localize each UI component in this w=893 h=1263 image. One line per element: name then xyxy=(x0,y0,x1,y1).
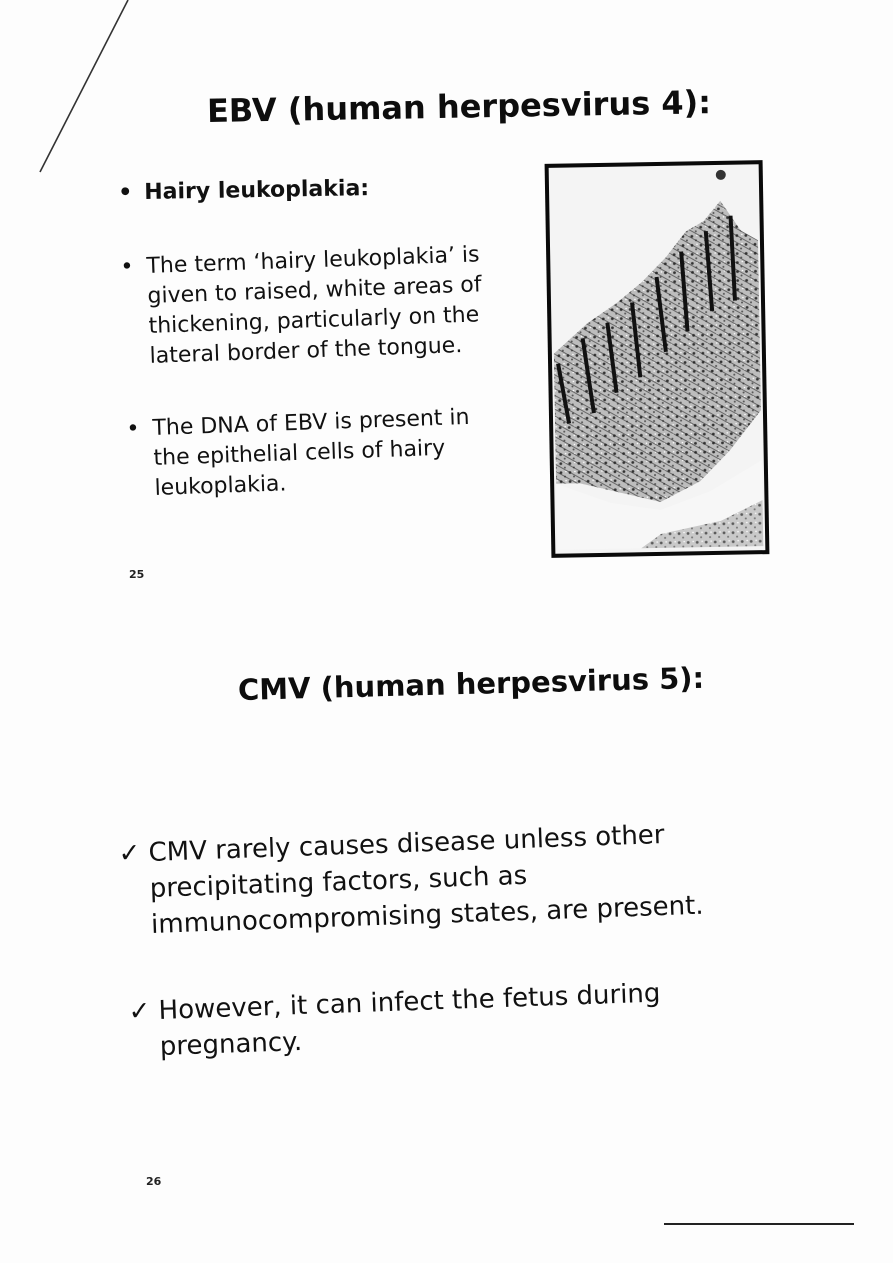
check-icon: ✓ xyxy=(118,838,141,870)
check-text: CMV rarely causes disease unless other precipitating factors, such as immunocompromising states, are present. xyxy=(148,819,705,940)
page-number: 26 xyxy=(146,1175,162,1188)
bullet-item-term-definition xyxy=(120,239,520,372)
slide-26 xyxy=(0,610,893,1263)
bullet-text: Hairy leukoplakia: xyxy=(144,176,370,205)
divider xyxy=(664,1223,854,1225)
bullet-text: The DNA of EBV is present in the epithelial cells of hairy leukoplakia. xyxy=(152,404,470,501)
check-item-fetus-infection xyxy=(128,975,680,1065)
page-number: 25 xyxy=(129,568,145,581)
check-icon: ✓ xyxy=(128,996,151,1028)
bullet-item-ebv-dna xyxy=(126,402,505,504)
bullet-marker: • xyxy=(120,254,134,280)
bullet-item-hairy-leukoplakia xyxy=(118,171,524,208)
slide-title: CMV (human herpesvirus 5): xyxy=(237,660,705,707)
bullet-text: The term ‘hairy leukoplakia’ is given to raised, white areas of thickening, particularly on the lateral border of the tongue. xyxy=(146,242,482,369)
check-item-cmv-rarely-causes-disease xyxy=(118,815,711,942)
bullet-marker: • xyxy=(126,416,140,442)
hairy-leukoplakia-photo xyxy=(545,160,770,558)
bullet-marker: • xyxy=(118,180,133,206)
slide-25 xyxy=(0,0,893,610)
check-text: However, it can infect the fetus during pregnancy. xyxy=(158,978,661,1062)
slide-title: EBV (human herpesvirus 4): xyxy=(206,83,712,130)
